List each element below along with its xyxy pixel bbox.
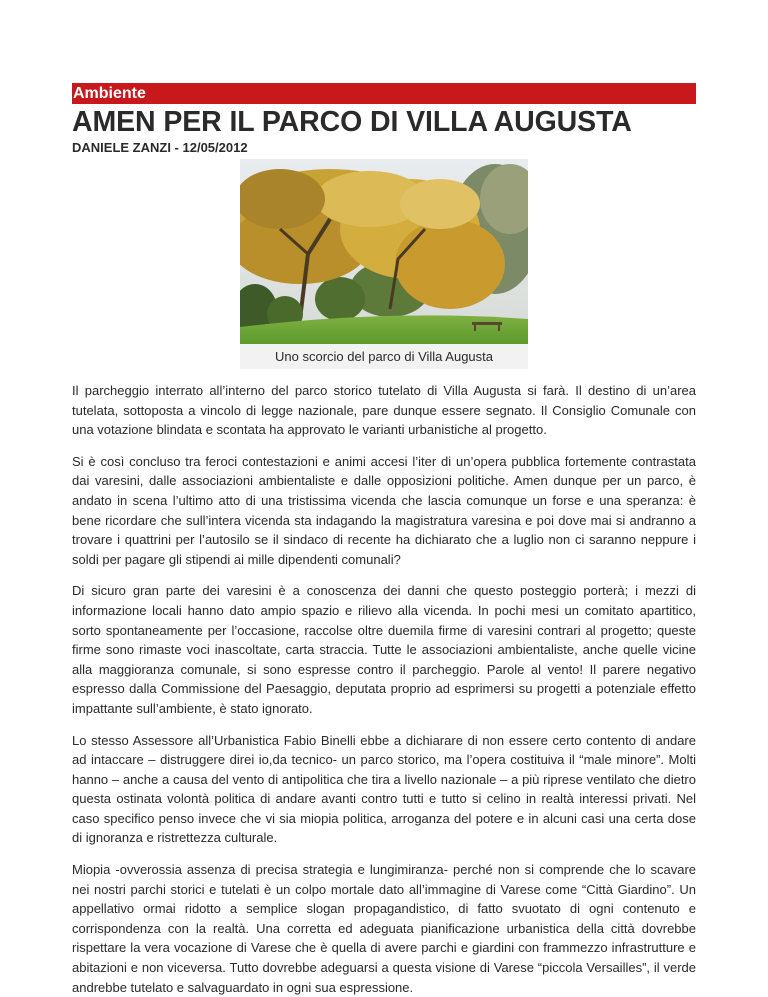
article-title: AMEN PER IL PARCO DI VILLA AUGUSTA: [72, 106, 632, 138]
paragraph: Lo stesso Assessore all’Urbanistica Fabio Binelli ebbe a dichiarare di non essere certo contento di andare ad intaccare – distruggere direi io,da tecnico- un parco storico, ma l’opera costituiva il “male minore”. Molti hanno – anche a causa del vento di antipolitica che tira a livello nazionale – a più riprese ventilato che dietro questa ostinata volontà politica di andare avanti contro tutti e tutto si celino in realtà interessi privati. Nel caso specifico penso invece che vi sia miopia politica, arroganza del potere e in alcuni casi una certa dose di ignoranza e ristrettezza culturale.: [72, 732, 696, 846]
paragraph: Il parcheggio interrato all’interno del parco storico tutelato di Villa Augusta si farà. Il destino di un’area tutelata, sottoposta a vincolo di legge nazionale, pare dunque essere segnato. Il Consiglio Comunale con una votazione blindata e scontata ha approvato le varianti urbanistiche al progetto.: [72, 383, 696, 438]
category-bar: [72, 83, 696, 104]
park-photo: [240, 159, 528, 344]
paragraph: Di sicuro gran parte dei varesini è a conoscenza dei danni che questo posteggio porterà; i mezzi di informazione locali hanno dato ampio spazio e rilievo alla vicenda. In pochi mesi un comitato apartitico, sorto spontaneamente per l’occasione, raccolse oltre duemila firme di varesini contrari al progetto; queste firme sono rimaste voci inascoltate, carta straccia. Tutte le associazioni ambientaliste, anche quelle vicine alla maggioranza comunale, si sono espresse contro il parcheggio. Parole al vento! Il parere negativo espresso dalla Commissione del Paesaggio, deputata proprio ad esprimersi su progetti a potenziale effetto impattante sull’ambiente, è stato ignorato.: [72, 583, 696, 716]
paragraph: Si è così concluso tra feroci contestazioni e animi accesi l’iter di un’opera pubblica fortemente contrastata dai varesini, dalle associazioni ambientaliste e dalle opposizioni politiche. Amen dunque per un parco, è andato in scena l’ultimo atto di una tristissima vicenda che lascia comunque un forse e una speranza: è bene ricordare che sull’intera vicenda sta indagando la magistratura varesina e poi dove mai si andranno a trovare i quattrini per l’autosilo se il sindaco di recente ha dichiarato che a luglio non ci saranno neppure i soldi per pagare gli stipendi ai mille dipendenti comunali?: [72, 453, 696, 567]
article-figure: [240, 159, 528, 369]
image-caption: Uno scorcio del parco di Villa Augusta: [275, 349, 493, 364]
article: [72, 83, 696, 997]
category-label[interactable]: Ambiente: [73, 85, 146, 102]
byline: DANIELE ZANZI - 12/05/2012: [72, 140, 248, 155]
article-body: [72, 381, 696, 997]
paragraph: Miopia -ovverossia assenza di precisa strategia e lungimiranza- perché non si comprende che lo scavare nei nostri parchi storici e tutelati è un colpo mortale dato all’immagine di Varese come “Città Giardino”. Un appellativo ormai ridotto a semplice slogan propagandistico, di fatto svuotato di ogni contenuto e corrispondenza con la realtà. Una corretta ed adeguata pianificazione urbanistica della città dovrebbe rispettare la vera vocazione di Varese che è quella di avere parchi e giardini con frammezzo infrastrutture e abitazioni e non viceversa. Tutto dovrebbe adeguarsi a questa visione di Varese “piccola Versailles”, il verde andrebbe tutelato e salvaguardato in ogni sua espressione.: [72, 862, 696, 995]
